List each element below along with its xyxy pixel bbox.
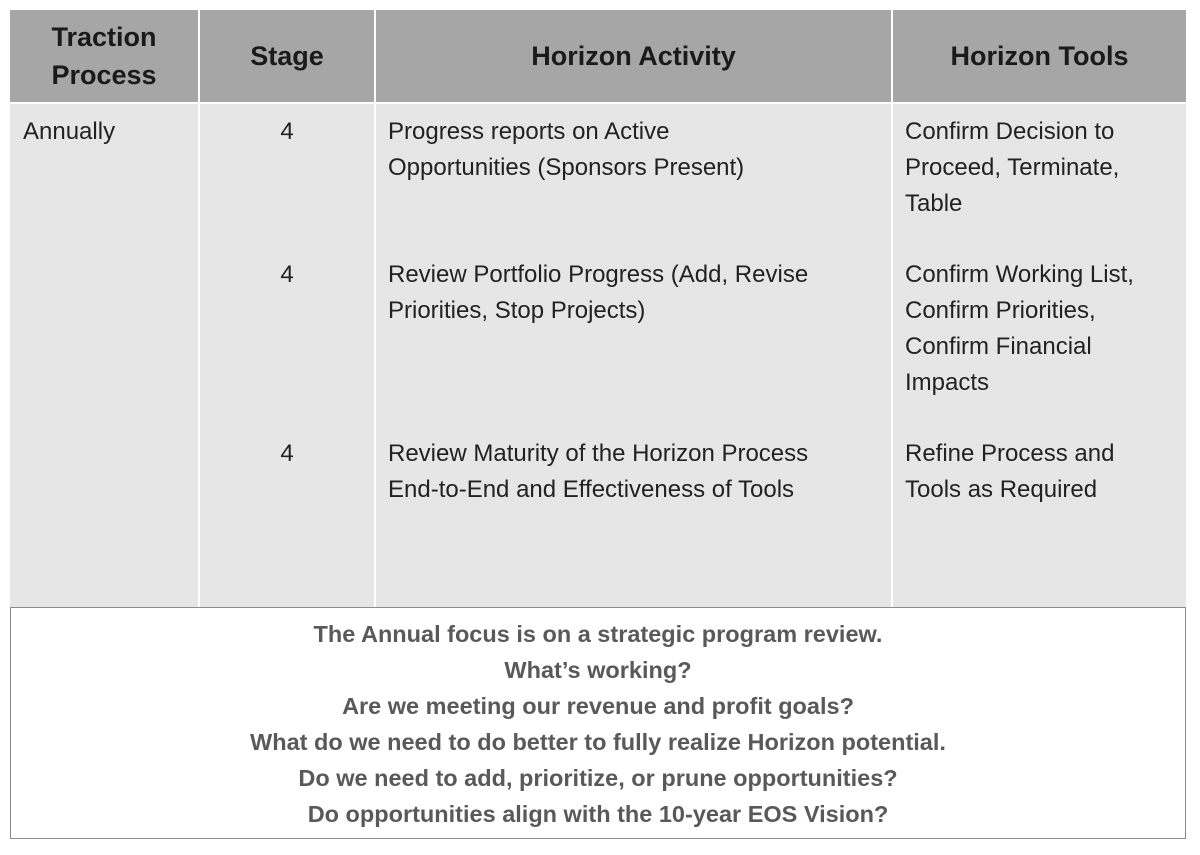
stage-column	[200, 104, 374, 607]
tools-value-2: Confirm Working List, Confirm Priorities, Confirm Financial Impacts	[905, 261, 1134, 396]
horizon-activity-table	[10, 10, 1186, 607]
summary-line-4: What do we need to do better to fully realize Horizon potential.	[250, 729, 946, 755]
header-horizon-activity-label: Horizon Activity	[531, 41, 736, 71]
tools-value-3: Refine Process and Tools as Required	[905, 440, 1115, 503]
summary-line-1: The Annual focus is on a strategic program review.	[313, 621, 883, 647]
header-traction-process	[10, 10, 198, 102]
header-horizon-tools	[893, 10, 1186, 102]
annual-focus-summary	[10, 607, 1186, 839]
traction-process-value: Annually	[23, 118, 116, 145]
stage-value-3: 4	[280, 440, 294, 467]
summary-line-3: Are we meeting our revenue and profit goals?	[342, 693, 854, 719]
summary-line-2: What’s working?	[504, 657, 692, 683]
stage-value-2: 4	[280, 261, 294, 288]
activity-value-1: Progress reports on Active Opportunities (Sponsors Present)	[388, 118, 745, 181]
horizon-tools-column	[893, 104, 1186, 607]
horizon-activity-column	[376, 104, 891, 607]
activity-value-3: Review Maturity of the Horizon Process End-to-End and Effectiveness of Tools	[388, 440, 809, 503]
tools-value-1: Confirm Decision to Proceed, Terminate, Table	[905, 118, 1120, 217]
header-stage-label: Stage	[250, 41, 324, 71]
header-traction-process-label: Traction Process	[51, 22, 157, 90]
header-stage	[200, 10, 374, 102]
stage-value-1: 4	[280, 118, 294, 145]
traction-process-column	[10, 104, 198, 607]
summary-line-6: Do opportunities align with the 10-year EOS Vision?	[307, 801, 889, 827]
activity-value-2: Review Portfolio Progress (Add, Revise Priorities, Stop Projects)	[388, 261, 809, 324]
header-horizon-activity	[376, 10, 891, 102]
summary-line-5: Do we need to add, prioritize, or prune opportunities?	[298, 765, 898, 791]
header-horizon-tools-label: Horizon Tools	[950, 41, 1129, 71]
